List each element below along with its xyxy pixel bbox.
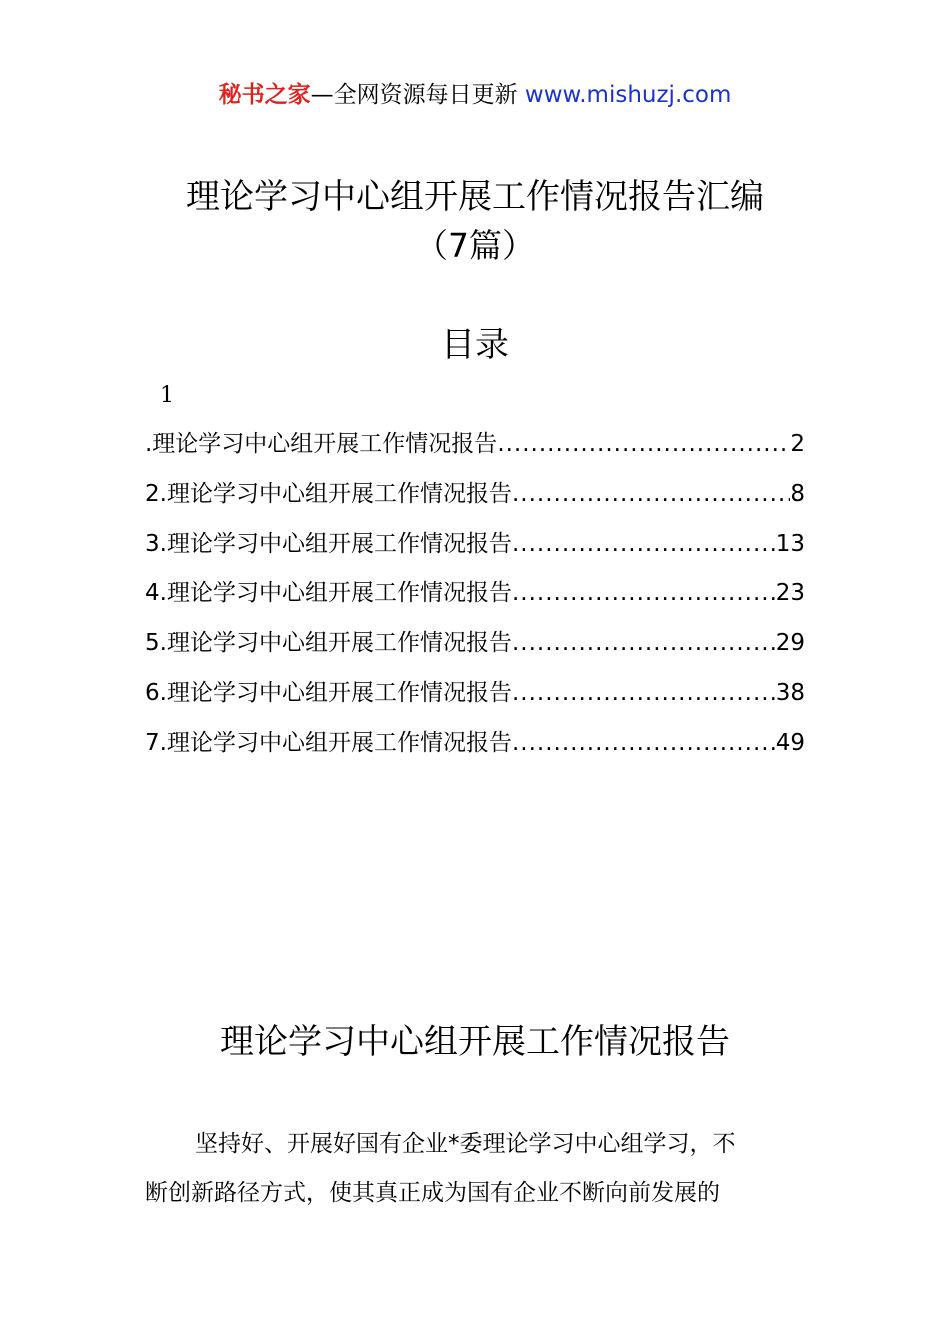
toc-entry-label: 5.理论学习中心组开展工作情况报告 <box>145 630 512 657</box>
section-paragraph <box>145 1120 807 1218</box>
toc-entry-page: 13 <box>775 530 805 557</box>
toc-entry-page: 29 <box>775 630 805 657</box>
toc-leader-dots <box>512 724 776 762</box>
table-of-contents <box>145 425 805 774</box>
toc-heading: 目录 <box>441 325 509 365</box>
site-header <box>0 80 950 110</box>
toc-orphan-number: 1 <box>160 383 174 408</box>
paragraph-line: 坚持好、开展好国有企业*委理论学习中心组学习，不 <box>195 1131 736 1157</box>
toc-entry-label: 6.理论学习中心组开展工作情况报告 <box>145 679 512 706</box>
toc-leader-dots <box>497 425 790 463</box>
toc-entry[interactable] <box>145 525 805 575</box>
toc-entry-page: 2 <box>790 431 805 457</box>
toc-entry-label: 2.理论学习中心组开展工作情况报告 <box>145 480 512 507</box>
toc-leader-dots <box>512 574 776 612</box>
toc-entry[interactable] <box>145 574 805 624</box>
header-tagline: —全网资源每日更新 <box>310 82 518 108</box>
toc-entry[interactable] <box>145 674 805 724</box>
toc-leader-dots <box>512 674 776 712</box>
toc-entry-label: 7.理论学习中心组开展工作情况报告 <box>145 729 512 756</box>
toc-entry[interactable] <box>145 425 805 475</box>
brand-name: 秘书之家 <box>218 82 311 108</box>
toc-entry-label: 4.理论学习中心组开展工作情况报告 <box>145 580 512 607</box>
toc-leader-dots <box>512 624 776 662</box>
toc-leader-dots <box>512 525 776 563</box>
toc-entry[interactable] <box>145 624 805 674</box>
toc-entry[interactable] <box>145 475 805 525</box>
toc-entry-page: 8 <box>790 480 805 507</box>
toc-entry-label: .理论学习中心组开展工作情况报告 <box>145 431 498 457</box>
toc-leader-dots <box>512 475 790 513</box>
toc-entry-label: 3.理论学习中心组开展工作情况报告 <box>145 530 512 557</box>
toc-entry[interactable] <box>145 724 805 774</box>
document-title: 理论学习中心组开展工作情况报告汇编 <box>186 177 764 217</box>
document-subtitle: （7篇） <box>415 226 535 265</box>
site-url[interactable]: www.mishuzj.com <box>524 82 732 108</box>
section-title: 理论学习中心组开展工作情况报告 <box>220 1022 730 1062</box>
toc-entry-page: 38 <box>775 679 805 706</box>
toc-entry-page: 49 <box>775 729 805 756</box>
toc-entry-page: 23 <box>775 580 805 607</box>
paragraph-line: 断创新路径方式，使其真正成为国有企业不断向前发展的 <box>145 1180 720 1206</box>
